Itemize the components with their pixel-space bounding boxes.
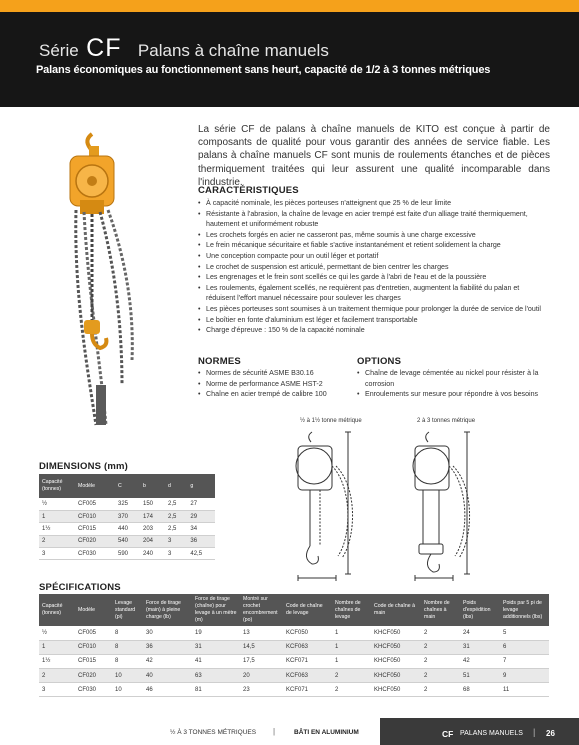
col-header: Modèle	[75, 474, 115, 498]
table-cell: 41	[192, 654, 240, 668]
table-row	[39, 510, 215, 522]
col-header: Levage standard (pi)	[112, 594, 143, 626]
table-cell: KCF071	[283, 683, 332, 697]
dimensions-heading: DIMENSIONS (mm)	[39, 461, 129, 472]
table-cell: 2	[421, 669, 460, 683]
table-cell: 42	[143, 654, 192, 668]
list-item: • Le boîtier en fonte d'aluminium est léger et facilement transportable	[198, 315, 553, 326]
list-item: • Enroulements sur mesure pour répondre à vos besoins	[357, 389, 547, 400]
caracteristiques-heading: CARACTÉRISTIQUES	[198, 185, 299, 196]
table-cell: 2,5	[165, 498, 187, 510]
table-cell: 2	[332, 669, 371, 683]
table-cell: 36	[143, 640, 192, 654]
top-accent-bar	[0, 0, 579, 12]
table-cell: 23	[240, 683, 283, 697]
table-cell: 9	[500, 669, 549, 683]
table-cell: CF005	[75, 498, 115, 510]
table-cell: CF015	[75, 523, 115, 535]
footer-capacity: ½ À 3 TONNES MÉTRIQUES	[170, 729, 257, 736]
list-item: hautement et uniformément robuste	[206, 220, 319, 229]
list-item: • À capacité nominale, les pièces porteuses n'atteignent que 25 % de leur limite	[198, 198, 553, 209]
table-row	[39, 523, 215, 535]
table-cell: 2	[421, 626, 460, 640]
table-cell: 68	[460, 683, 500, 697]
table-cell: 540	[115, 535, 140, 547]
table-cell: 590	[115, 548, 140, 560]
list-item: corrosion	[365, 379, 395, 388]
page-number: 26	[546, 729, 555, 738]
col-header: d	[165, 474, 187, 498]
page-title	[39, 34, 329, 63]
options-list	[357, 368, 547, 400]
table-cell: 10	[112, 669, 143, 683]
table-row	[39, 683, 549, 697]
table-row	[39, 626, 549, 640]
page-header	[0, 12, 579, 107]
series-code: CF	[86, 34, 122, 62]
table-cell: CF005	[75, 626, 112, 640]
table-cell: 1	[39, 640, 75, 654]
table-cell: ½	[39, 626, 75, 640]
list-item: • Chaîne en acier trempé de calibre 100	[198, 389, 348, 400]
options-heading: OPTIONS	[357, 356, 402, 367]
table-cell: 2,5	[165, 510, 187, 522]
specifications-table	[39, 594, 549, 697]
table-cell: KCF071	[283, 654, 332, 668]
table-cell: 1	[332, 626, 371, 640]
table-cell: 150	[140, 498, 165, 510]
table-cell: 14,5	[240, 640, 283, 654]
col-header: Force de tirage (main) à pleine charge (lb)	[143, 594, 192, 626]
table-cell: 40	[143, 669, 192, 683]
col-header: Modèle	[75, 594, 112, 626]
col-header: Nombre de chaînes de levage	[332, 594, 371, 626]
table-cell: CF015	[75, 654, 112, 668]
col-header: Montré sur crochet encombrement (po)	[240, 594, 283, 626]
table-cell: 13	[240, 626, 283, 640]
table-cell: 6	[500, 640, 549, 654]
hoist-product-image	[56, 130, 152, 440]
table-cell: 11	[500, 683, 549, 697]
table-cell: 2	[421, 683, 460, 697]
footer-section-box	[380, 718, 579, 745]
table-cell: CF010	[75, 510, 115, 522]
table-cell: 31	[460, 640, 500, 654]
table-cell: 5	[500, 626, 549, 640]
list-item: réduisent l'effort manuel nécessaire pour soulever les charges	[206, 294, 401, 303]
diagram-label-large: 2 à 3 tonnes métrique	[417, 418, 476, 424]
table-cell: 42,5	[187, 548, 215, 560]
table-cell: 10	[112, 683, 143, 697]
table-cell: 370	[115, 510, 140, 522]
col-header: Poids par 5 pi de levage additionnels (lbs)	[500, 594, 549, 626]
diagram-label-small: ½ à 1½ tonne métrique	[300, 418, 362, 424]
table-cell: CF020	[75, 669, 112, 683]
table-cell: KHCF050	[371, 654, 421, 668]
table-cell: ½	[39, 498, 75, 510]
table-cell: 174	[140, 510, 165, 522]
table-cell: 1½	[39, 654, 75, 668]
table-cell: CF030	[75, 683, 112, 697]
table-cell: 2	[421, 640, 460, 654]
col-header: C	[115, 474, 140, 498]
table-cell: 204	[140, 535, 165, 547]
intro-paragraph: La série CF de palans à chaîne manuels de KITO est conçue à partir de composants de qualité pour vous garantir des années de service fiable. Les palans à chaîne manuels CF sont munis de roulements étanches et de pièces thermiquement traitées qui leur assurent une qualité incomparable dans l'industrie.	[198, 124, 550, 188]
footer-section-title: PALANS MANUELS	[460, 730, 523, 737]
table-cell: 1½	[39, 523, 75, 535]
table-cell: 1	[39, 510, 75, 522]
table-cell: 8	[112, 626, 143, 640]
footer-page-separator: |	[533, 727, 536, 737]
table-row	[39, 640, 549, 654]
col-header: Code de chaîne de levage	[283, 594, 332, 626]
product-name: Palans à chaîne manuels	[137, 41, 329, 60]
col-header: Nombre de chaînes à main	[421, 594, 460, 626]
table-cell: 27	[187, 498, 215, 510]
table-cell: 8	[112, 654, 143, 668]
table-cell: KHCF050	[371, 640, 421, 654]
col-header: Capacité (tonnes)	[39, 474, 75, 498]
table-cell: 81	[192, 683, 240, 697]
table-row	[39, 548, 215, 560]
list-item: • Les roulements, également scellés, ne requièrent pas d'entretien, augmentent la fiabilité du palan et	[198, 283, 553, 294]
table-cell: 240	[140, 548, 165, 560]
table-cell: 440	[115, 523, 140, 535]
table-cell: 34	[187, 523, 215, 535]
table-cell: 7	[500, 654, 549, 668]
table-cell: 24	[460, 626, 500, 640]
table-cell: KCF063	[283, 669, 332, 683]
col-header: g	[187, 474, 215, 498]
table-cell: 1	[332, 654, 371, 668]
col-header: Capacité (tonnes)	[39, 594, 75, 626]
page-subtitle: Palans économiques au fonctionnement sans heurt, capacité de 1/2 à 3 tonnes métriques	[36, 64, 491, 76]
table-cell: CF020	[75, 535, 115, 547]
table-cell: KCF063	[283, 640, 332, 654]
table-cell: 2	[39, 535, 75, 547]
dimensions-table	[39, 474, 215, 560]
table-cell: 3	[165, 535, 187, 547]
footer-separator: |	[273, 727, 276, 736]
list-item: • Le crochet de suspension est articulé, permettant de bien centrer les charges	[198, 262, 553, 273]
table-cell: 42	[460, 654, 500, 668]
table-cell: 46	[143, 683, 192, 697]
hoist-diagram-small	[290, 426, 380, 586]
table-cell: 17,5	[240, 654, 283, 668]
serie-label: Série	[39, 41, 79, 60]
table-row	[39, 654, 549, 668]
table-row	[39, 498, 215, 510]
table-cell: CF010	[75, 640, 112, 654]
table-cell: 1	[332, 640, 371, 654]
list-item: • Les pièces porteuses sont soumises à un traitement thermique pour prolonger la durée de service de l'outil	[198, 304, 553, 315]
col-header: Force de tirage (chaîne) pour levage à un mètre (m)	[192, 594, 240, 626]
table-cell: 3	[165, 548, 187, 560]
list-item: • Normes de sécurité ASME B30.16	[198, 368, 348, 379]
list-item: • Chaîne de levage cémentée au nickel pour résister à la	[357, 368, 547, 379]
caracteristiques-list	[198, 198, 553, 336]
list-item: • Charge d'épreuve : 150 % de la capacité nominale	[198, 325, 553, 336]
hoist-diagram-large	[405, 426, 500, 586]
table-cell: 2	[39, 669, 75, 683]
list-item: • Le frein mécanique sécuritaire et fiable s'active instantanément et retient solidement la charge	[198, 240, 553, 251]
table-cell: 31	[192, 640, 240, 654]
table-cell: 19	[192, 626, 240, 640]
table-cell: 20	[240, 669, 283, 683]
table-cell: KHCF050	[371, 683, 421, 697]
list-item: • Les engrenages et le frein sont scellés ce qui les garde à l'abri de l'eau et de la poussière	[198, 272, 553, 283]
table-cell: 29	[187, 510, 215, 522]
table-cell: KHCF050	[371, 669, 421, 683]
normes-heading: NORMES	[198, 356, 241, 367]
col-header: Poids d'expédition (lbs)	[460, 594, 500, 626]
table-cell: KCF050	[283, 626, 332, 640]
list-item: • Les crochets forgés en acier ne casseront pas, même soumis à une charge excessive	[198, 230, 553, 241]
normes-list	[198, 368, 348, 400]
specifications-heading: SPÉCIFICATIONS	[39, 582, 121, 593]
table-cell: 36	[187, 535, 215, 547]
table-row	[39, 669, 549, 683]
footer-material: BÂTI EN ALUMINIUM	[294, 729, 359, 736]
col-header: Code de chaîne à main	[371, 594, 421, 626]
table-cell: 8	[112, 640, 143, 654]
list-item: • Une conception compacte pour un outil léger et portatif	[198, 251, 553, 262]
table-cell: 30	[143, 626, 192, 640]
table-cell: 2,5	[165, 523, 187, 535]
table-cell: 63	[192, 669, 240, 683]
table-cell: KHCF050	[371, 626, 421, 640]
table-cell: 2	[421, 654, 460, 668]
table-cell: 325	[115, 498, 140, 510]
table-row	[39, 535, 215, 547]
table-cell: CF030	[75, 548, 115, 560]
table-cell: 51	[460, 669, 500, 683]
table-cell: 2	[332, 683, 371, 697]
list-item: • Norme de performance ASME HST-2	[198, 379, 348, 390]
table-cell: 3	[39, 548, 75, 560]
table-cell: 3	[39, 683, 75, 697]
footer-series-code: CF	[442, 729, 454, 739]
col-header: b	[140, 474, 165, 498]
list-item: • Résistante à l'abrasion, la chaîne de levage en acier trempé est faite d'un alliage traité thermiquement,	[198, 209, 553, 220]
table-cell: 203	[140, 523, 165, 535]
